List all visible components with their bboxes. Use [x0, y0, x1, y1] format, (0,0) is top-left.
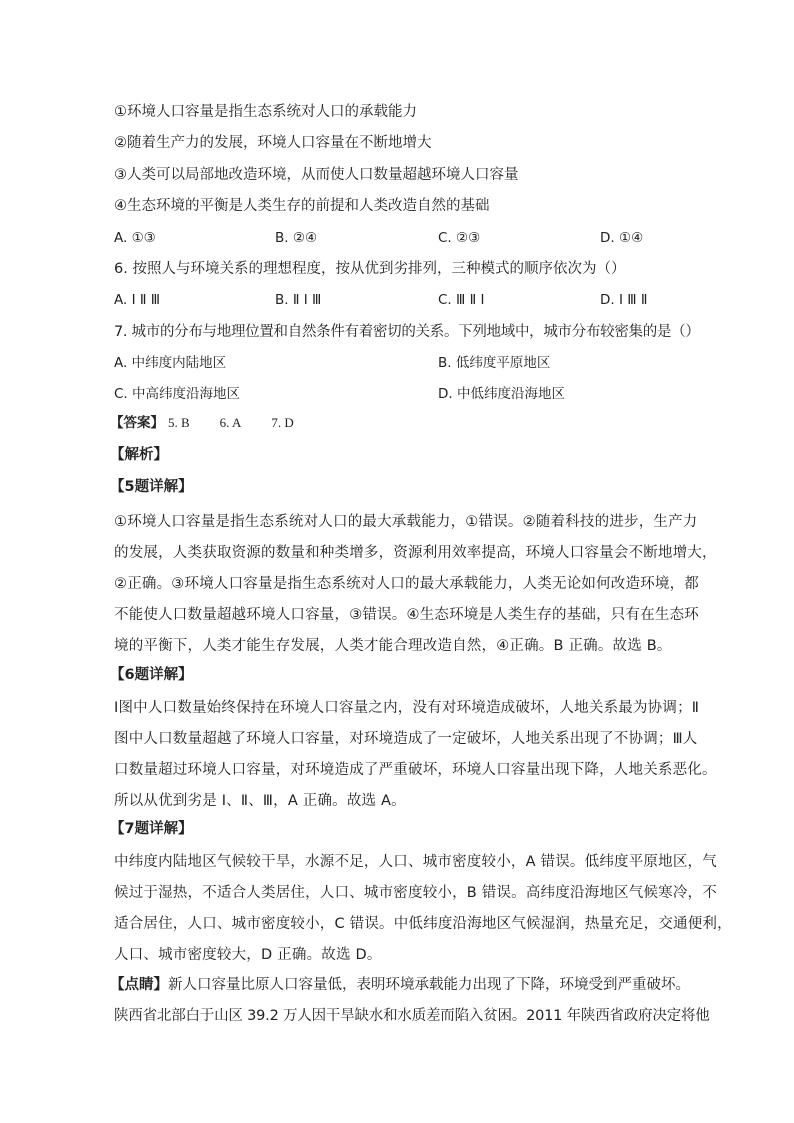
q7-stem: 7. 城市的分布与地理位置和自然条件有着密切的关系。下列地域中，城市分布较密集的是（）	[114, 324, 700, 340]
q6-option-c: C. Ⅲ Ⅱ Ⅰ	[438, 292, 485, 308]
q5-detail-line: 不能使人口数量超越环境人口容量，③错误。④生态环境是人类生存的基础，只有在生态环	[114, 607, 699, 623]
q7-detail-line: 候过于湿热，不适合人类居住，人口、城市密度较小，B 错误。高纬度沿海地区气候寒冷，不	[114, 885, 717, 901]
q6-detail-heading: 【6题详解】	[110, 667, 193, 683]
q5-detail-body	[114, 507, 717, 662]
tip-text: 新人口容量比原人口容量低，表明环境承载能力出现了下降，环境受到严重破坏。	[168, 977, 690, 993]
q5-option-c: C. ②③	[438, 230, 481, 246]
statement-2: ②随着生产力的发展，环境人口容量在不断地增大	[114, 135, 432, 151]
q6-stem: 6. 按照人与环境关系的理想程度，按从优到劣排列，三种模式的顺序依次为（）	[114, 261, 626, 277]
q6-detail-body	[114, 693, 717, 817]
tip-label: 【点睛】	[110, 977, 168, 993]
q6-detail-line: 所以从优到劣是 Ⅰ、Ⅱ、Ⅲ，A 正确。故选 A。	[114, 793, 406, 809]
q5-detail-line: ②正确。③环境人口容量是指生态系统对人口的最大承载能力，人类无论如何改造环境，都	[114, 576, 699, 592]
tip-row	[110, 975, 690, 995]
q6-option-a: A. Ⅰ Ⅱ Ⅲ	[114, 292, 161, 308]
q5-detail-line: 的发展，人类获取资源的数量和种类增多，资源利用效率提高，环境人口容量会不断地增大，	[114, 545, 717, 561]
q7-detail-line: 中纬度内陆地区气候较干旱，水源不足，人口、城市密度较小，A 错误。低纬度平原地区，气	[114, 854, 717, 870]
q5-detail-heading: 【5题详解】	[110, 479, 193, 495]
answer-label: 【答案】	[110, 415, 164, 431]
q5-detail-line: 境的平衡下，人类才能生存发展，人类才能合理改造自然，④正确。B 正确。故选 B。	[114, 638, 672, 654]
q7-detail-heading: 【7题详解】	[110, 821, 193, 837]
q6-option-d: D. Ⅰ Ⅲ Ⅱ	[600, 292, 648, 308]
q6-option-b: B. Ⅱ Ⅰ Ⅲ	[275, 292, 322, 308]
q5-option-a: A. ①③	[114, 230, 156, 246]
answer-q5: 5. B	[168, 415, 190, 430]
answer-row	[110, 413, 320, 433]
answer-q7: 7. D	[271, 415, 294, 430]
q5-option-d: D. ①④	[600, 230, 644, 246]
q7-detail-line: 适合居住，人口、城市密度较小，C 错误。中低纬度沿海地区气候湿润，热量充足，交通便利，	[114, 916, 732, 932]
statement-4: ④生态环境的平衡是人类生存的前提和人类改造自然的基础	[114, 198, 490, 214]
analysis-label: 【解析】	[110, 447, 168, 463]
q6-detail-line: 图中人口数量超越了环境人口容量，对环境造成了一定破坏，人地关系出现了不协调；Ⅲ人	[114, 731, 698, 747]
q7-option-d: D. 中低纬度沿海地区	[438, 386, 565, 402]
q7-option-b: B. 低纬度平原地区	[438, 355, 551, 371]
q7-detail-body	[114, 847, 732, 971]
trailing-line: 陕西省北部白于山区 39.2 万人因干旱缺水和水质差而陷入贫困。2011 年陕西省政府决定将他	[114, 1008, 710, 1024]
q6-detail-line: Ⅰ图中人口数量始终保持在环境人口容量之内，没有对环境造成破坏，人地关系最为协调；Ⅱ	[114, 700, 700, 716]
answer-q6: 6. A	[219, 415, 242, 430]
q6-detail-line: 口数量超过环境人口容量，对环境造成了严重破坏，环境人口容量出现下降，人地关系恶化。	[114, 762, 717, 778]
q7-detail-line: 人口、城市密度较大，D 正确。故选 D。	[114, 947, 382, 963]
q7-option-c: C. 中高纬度沿海地区	[114, 386, 241, 402]
statement-3: ③人类可以局部地改造环境，从而使人口数量超越环境人口容量	[114, 167, 519, 183]
q7-option-a: A. 中纬度内陆地区	[114, 355, 227, 371]
statement-1: ①环境人口容量是指生态系统对人口的承载能力	[114, 104, 417, 120]
q5-detail-line: ①环境人口容量是指生态系统对人口的最大承载能力，①错误。②随着科技的进步，生产力	[114, 514, 698, 530]
q5-option-b: B. ②④	[275, 230, 318, 246]
